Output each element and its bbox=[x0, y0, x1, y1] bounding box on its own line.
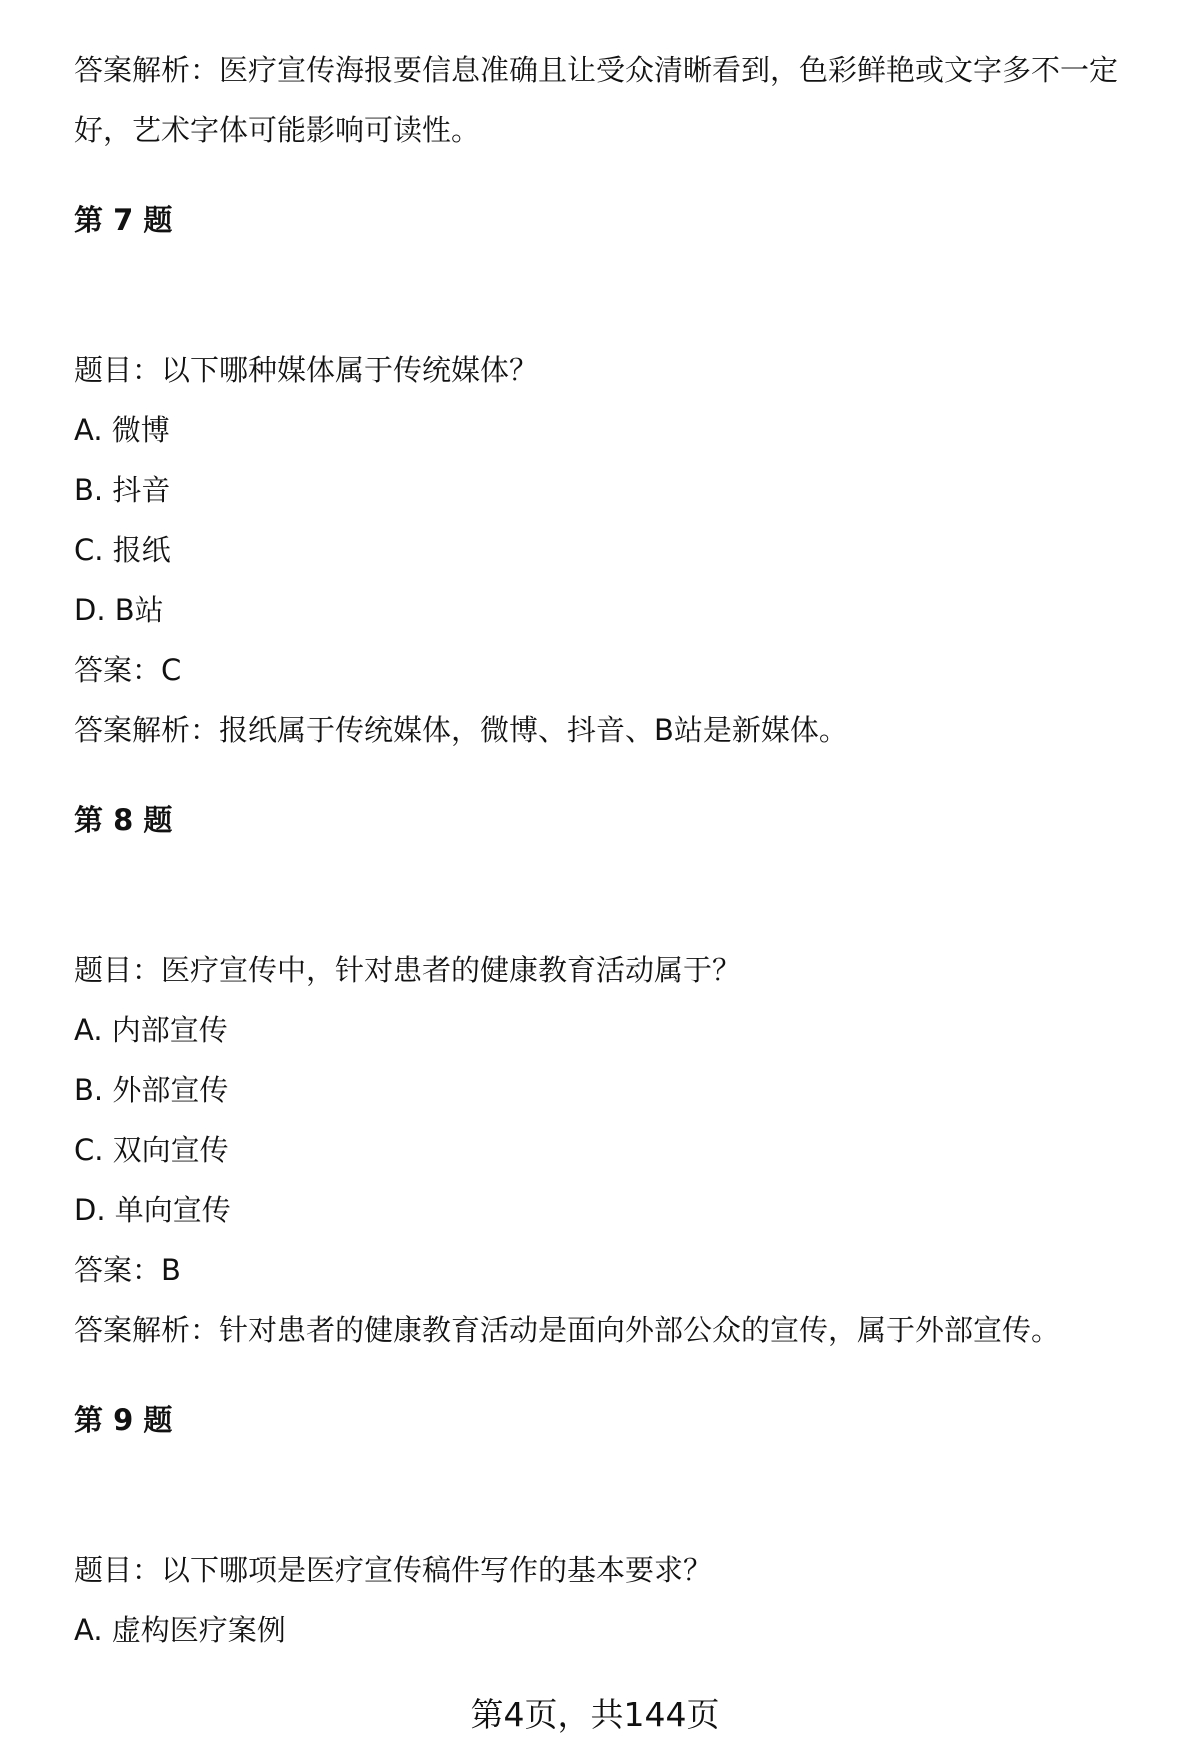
question-7-option-c: C. 报纸 bbox=[74, 533, 171, 567]
question-7-option-b: B. 抖音 bbox=[74, 473, 171, 507]
question-7-heading: 第 7 题 bbox=[74, 203, 173, 237]
question-9-heading: 第 9 题 bbox=[74, 1403, 173, 1437]
question-8-answer: 答案：B bbox=[74, 1253, 181, 1287]
question-7-stem: 题目：以下哪种媒体属于传统媒体？ bbox=[74, 353, 539, 387]
question-7-option-d: D. B站 bbox=[74, 593, 164, 627]
question-8-analysis: 答案解析：针对患者的健康教育活动是面向外部公众的宣传，属于外部宣传。 bbox=[74, 1313, 1061, 1347]
previous-analysis-line-2: 好，艺术字体可能影响可读性。 bbox=[74, 113, 481, 147]
previous-analysis-line-1: 答案解析：医疗宣传海报要信息准确且让受众清晰看到，色彩鲜艳或文字多不一定 bbox=[74, 53, 1119, 87]
question-8-heading: 第 8 题 bbox=[74, 803, 173, 837]
question-8-option-d: D. 单向宣传 bbox=[74, 1193, 231, 1227]
page-indicator: 第4页，共144页 bbox=[470, 1695, 720, 1734]
question-9-stem: 题目：以下哪项是医疗宣传稿件写作的基本要求？ bbox=[74, 1553, 713, 1587]
question-7-option-a: A. 微博 bbox=[74, 413, 170, 447]
question-8-stem: 题目：医疗宣传中，针对患者的健康教育活动属于？ bbox=[74, 953, 742, 987]
question-8-option-a: A. 内部宣传 bbox=[74, 1013, 228, 1047]
question-8-option-c: C. 双向宣传 bbox=[74, 1133, 229, 1167]
question-8-option-b: B. 外部宣传 bbox=[74, 1073, 229, 1107]
question-7-answer: 答案：C bbox=[74, 653, 182, 687]
question-7-analysis: 答案解析：报纸属于传统媒体，微博、抖音、B站是新媒体。 bbox=[74, 713, 848, 747]
question-9-option-a: A. 虚构医疗案例 bbox=[74, 1613, 286, 1647]
